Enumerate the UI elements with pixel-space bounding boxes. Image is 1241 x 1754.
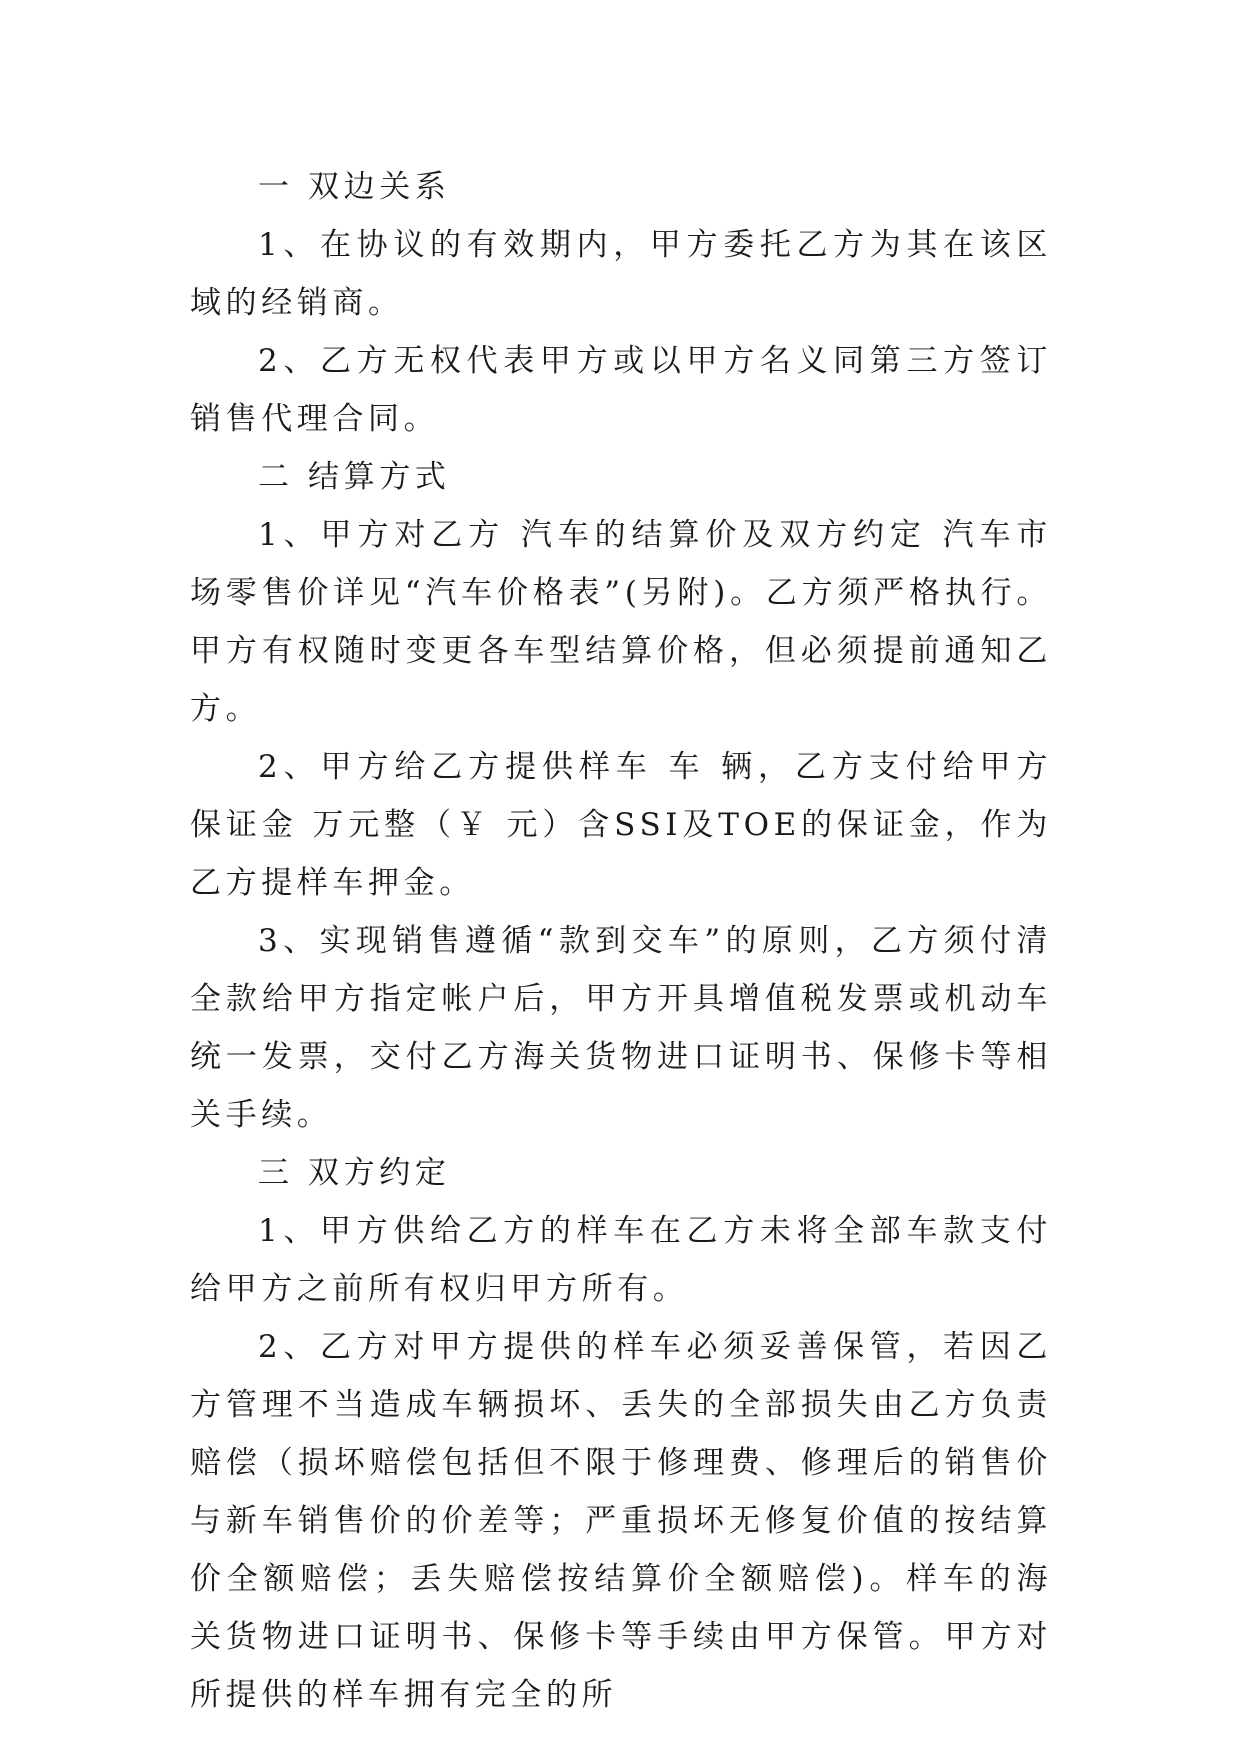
document-page xyxy=(190,158,1052,1724)
clause-3-1: 1、甲方供给乙方的样车在乙方未将全部车款支付给甲方之前所有权归甲方所有。 xyxy=(190,1213,1052,1307)
section-heading-2: 二 结算方式 xyxy=(258,459,451,495)
clause-2-1: 1、甲方对乙方 汽车的结算价及双方约定 汽车市场零售价详见“汽车价格表”(另附)。乙方须严格执行。甲方有权随时变更各车型结算价格，但必须提前通知乙方。 xyxy=(190,517,1052,727)
clause-1-2: 2、乙方无权代表甲方或以甲方名义同第三方签订销售代理合同。 xyxy=(190,343,1052,437)
section-heading-1: 一 双边关系 xyxy=(258,169,451,205)
clause-3-2: 2、乙方对甲方提供的样车必须妥善保管，若因乙方管理不当造成车辆损坏、丢失的全部损失由乙方负责赔偿（损坏赔偿包括但不限于修理费、修理后的销售价与新车销售价的价差等；严重损坏无修复价值的按结算价全额赔偿；丢失赔偿按结算价全额赔偿)。样车的海关货物进口证明书、保修卡等手续由甲方保管。甲方对所提供的样车拥有完全的所 xyxy=(190,1329,1052,1713)
clause-2-2: 2、甲方给乙方提供样车 车 辆，乙方支付给甲方保证金 万元整（￥ 元）含SSI及TOE的保证金，作为乙方提样车押金。 xyxy=(190,749,1052,901)
clause-1-1: 1、在协议的有效期内，甲方委托乙方为其在该区域的经销商。 xyxy=(190,227,1052,321)
clause-2-3: 3、实现销售遵循“款到交车”的原则，乙方须付清全款给甲方指定帐户后，甲方开具增值税发票或机动车统一发票，交付乙方海关货物进口证明书、保修卡等相关手续。 xyxy=(190,923,1052,1133)
section-heading-3: 三 双方约定 xyxy=(258,1155,451,1191)
